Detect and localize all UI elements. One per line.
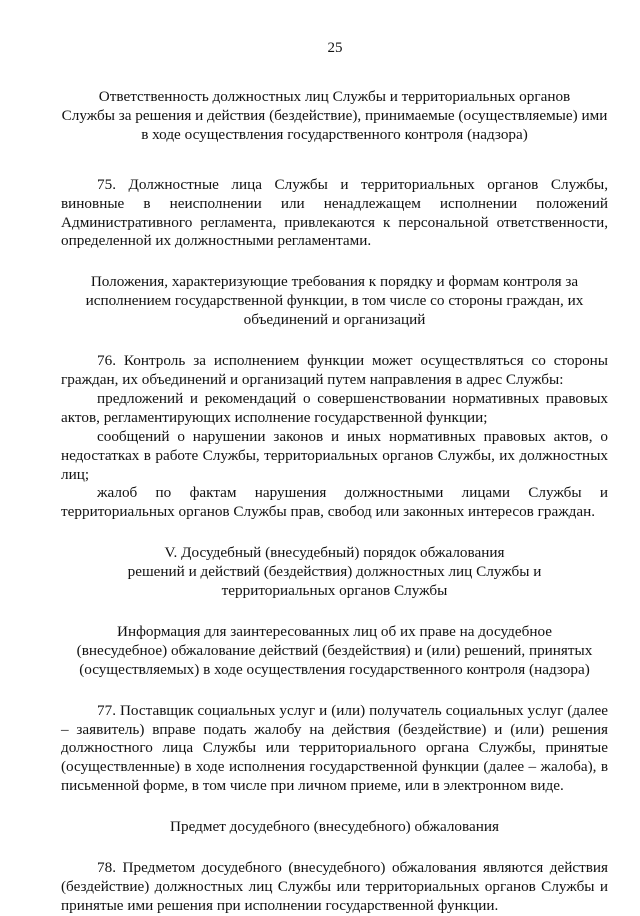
heading-line: Предмет досудебного (внесудебного) обжалования <box>170 818 499 836</box>
list-item: сообщений о нарушении законов и иных нормативных правовых актов, о недостатках в работе Службы, территориальных органов Службы, их должностных лиц; <box>61 427 608 483</box>
heading-responsibility <box>61 88 608 145</box>
heading-line: объединений и организаций <box>243 311 426 329</box>
heading-line: Положения, характеризующие требования к порядку и формам контроля за <box>90 273 579 291</box>
heading-line: Службы за решения и действия (бездействие), принимаемые (осуществляемые) ими <box>61 106 608 124</box>
document-body <box>61 88 608 916</box>
paragraph-77: 77. Поставщик социальных услуг и (или) получатель социальных услуг (далее – заявитель) вправе подать жалобу на действия (бездействие) и (или) решения должностного лица Службы или территориального органа Службы, принятые (осуществленные) в ходе исполнения государственной функции (далее – жалоба), в письменной форме, в том числе при личном приеме, или в электронном виде. <box>61 701 608 795</box>
list-item: жалоб по фактам нарушения должностными лицами Службы и территориальных органов Службы прав, свобод или законных интересов граждан. <box>61 484 608 521</box>
heading-line: Ответственность должностных лиц Службы и территориальных органов <box>98 88 571 105</box>
heading-line: решений и действий (бездействия) должностных лиц Службы и <box>127 563 542 581</box>
heading-appeal-information <box>61 623 608 680</box>
heading-line: (осуществляемых) в ходе осуществления государственного контроля (надзора) <box>79 660 590 678</box>
heading-section-v <box>61 544 608 601</box>
heading-appeal-subject <box>61 818 608 837</box>
page-number: 25 <box>327 40 343 56</box>
paragraph-76: 76. Контроль за исполнением функции может осуществляться со стороны граждан, их объединений и организаций путем направления в адрес Службы: <box>61 352 608 388</box>
heading-line: (внесудебное) обжалование действий (бездействия) и (или) решений, принятых <box>76 641 593 659</box>
list-item: предложений и рекомендаций о совершенствовании нормативных правовых актов, регламентирующих исполнение государственной функции; <box>61 389 608 426</box>
heading-line: V. Досудебный (внесудебный) порядок обжалования <box>164 544 505 562</box>
heading-line: Информация для заинтересованных лиц об их праве на досудебное <box>117 622 552 640</box>
paragraph-75: 75. Должностные лица Службы и территориальных органов Службы, виновные в неисполнении или ненадлежащем исполнении положений Административного регламента, привлекаются к персональной ответственности, определенной их должностными регламентами. <box>61 175 608 250</box>
heading-control-requirements <box>61 273 608 330</box>
paragraph-78: 78. Предметом досудебного (внесудебного) обжалования являются действия (бездействие) должностных лиц Службы или территориальных органов Службы и принятые ими решения при исполнении государственной функции. <box>61 859 608 914</box>
heading-line: в ходе осуществления государственного контроля (надзора) <box>141 125 528 143</box>
heading-line: территориальных органов Службы <box>221 582 448 600</box>
heading-line: исполнением государственной функции, в том числе со стороны граждан, их <box>85 292 584 310</box>
